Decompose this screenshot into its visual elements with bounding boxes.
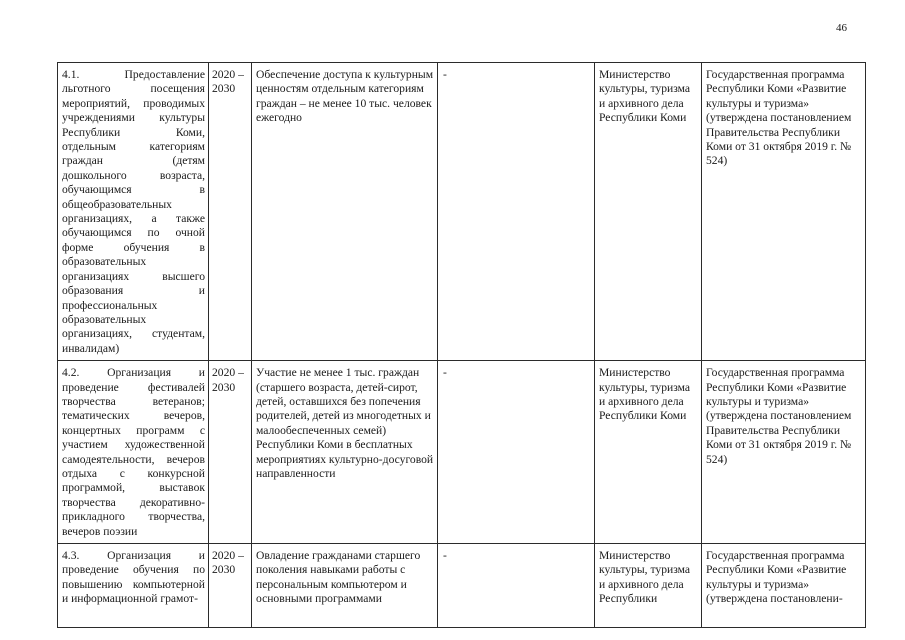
table-row (58, 544, 866, 628)
expected-result-cell: Овладение гражданами старшего поколения навыками работы с персональным компьютером и основными программами (252, 544, 438, 628)
measures-table (57, 62, 866, 628)
measure-name-cell: 4.3. Организация и проведение обучения по повышению компьютерной и информационной грамот- (58, 544, 209, 628)
funding-cell: - (438, 63, 595, 361)
page-number: 46 (836, 22, 847, 34)
measure-name-cell: 4.2. Организация и проведение фестивалей творчества ветеранов; тематических вечеров, концертных программ с участием художественной самодеятельности, вечеров отдыха с конкурсной программой, выставок творчества декоративно-прикладного творчества, вечеров поэзии (58, 361, 209, 544)
period-cell: 2020 – 2030 (209, 544, 252, 628)
program-cell: Государственная программа Республики Коми «Развитие культуры и туризма» (утверждена постановлени- (702, 544, 866, 628)
program-cell: Государственная программа Республики Коми «Развитие культуры и туризма» (утверждена постановлением Правительства Республики Коми от 31 октября 2019 г. № 524) (702, 63, 866, 361)
table-row (58, 63, 866, 361)
period-cell: 2020 – 2030 (209, 361, 252, 544)
executor-cell: Министерство культуры, туризма и архивного дела Республики (595, 544, 702, 628)
period-cell: 2020 – 2030 (209, 63, 252, 361)
expected-result-cell: Участие не менее 1 тыс. граждан (старшего возраста, детей-сирот, детей, оставшихся без попечения родителей, детей из многодетных и малообеспеченных семей) Республики Коми в бесплатных мероприятиях культурно-досуговой направленности (252, 361, 438, 544)
executor-cell: Министерство культуры, туризма и архивного дела Республики Коми (595, 63, 702, 361)
expected-result-cell: Обеспечение доступа к культурным ценностям отдельным категориям граждан – не менее 10 тыс. человек ежегодно (252, 63, 438, 361)
funding-cell: - (438, 544, 595, 628)
program-cell: Государственная программа Республики Коми «Развитие культуры и туризма» (утверждена постановлением Правительства Республики Коми от 31 октября 2019 г. № 524) (702, 361, 866, 544)
table-row (58, 361, 866, 544)
funding-cell: - (438, 361, 595, 544)
executor-cell: Министерство культуры, туризма и архивного дела Республики Коми (595, 361, 702, 544)
measure-name-cell: 4.1. Предоставление льготного посещения мероприятий, проводимых учреждениями культуры Республики Коми, отдельным категориям граждан (детям дошкольного возраста, обучающимся в общеобразовательных организациях, а также обучающимся по очной форме обучения в образовательных организациях высшего образования и профессиональных образовательных организациях, студентам, инвалидам) (58, 63, 209, 361)
